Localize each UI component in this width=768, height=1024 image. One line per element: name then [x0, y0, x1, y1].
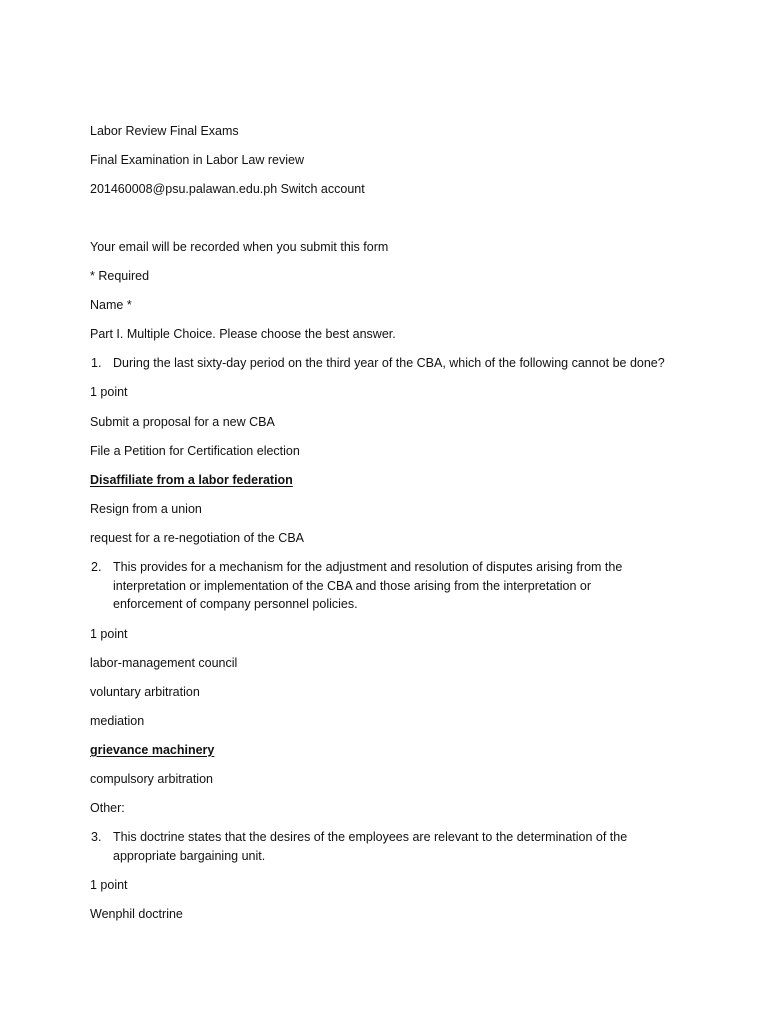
part-heading: Part I. Multiple Choice. Please choose the best answer.: [90, 327, 396, 342]
answer-option: request for a re-negotiation of the CBA: [90, 530, 305, 545]
answer-option: grievance machinery: [90, 742, 215, 757]
name-field-label: Name *: [90, 298, 132, 313]
document-title: Labor Review Final Exams: [90, 123, 239, 138]
form-subtitle: Final Examination in Labor Law review: [90, 152, 304, 167]
answer-option: voluntary arbitration: [90, 684, 200, 699]
question-points: 1 point: [90, 385, 128, 400]
answer-option: Resign from a union: [90, 501, 202, 516]
answer-option: Submit a proposal for a new CBA: [90, 414, 275, 429]
answer-option: Disaffiliate from a labor federation: [90, 472, 293, 487]
document-body: [90, 122, 710, 935]
answer-option: compulsory arbitration: [90, 772, 213, 786]
question-3: [90, 828, 710, 865]
answer-option: Wenphil doctrine: [90, 907, 183, 922]
question-points: 1 point: [90, 626, 128, 641]
email-notice: Your email will be recorded when you submit this form: [90, 240, 389, 254]
question-text-line: interpretation or implementation of the CBA and those arising from the interpretation or: [113, 578, 592, 593]
required-note: * Required: [90, 269, 150, 284]
paragraph-spacer: [90, 209, 710, 228]
question-text-line: This doctrine states that the desires of the employees are relevant to the determination of the: [113, 830, 628, 845]
answer-option: labor-management council: [90, 655, 238, 670]
answer-option: File a Petition for Certification election: [90, 443, 300, 458]
question-points: 1 point: [90, 877, 128, 892]
account-line: 201460008@psu.palawan.edu.ph Switch account: [90, 181, 365, 196]
question-2: [90, 558, 710, 614]
answer-option-other: Other:: [90, 801, 125, 816]
question-text: [113, 828, 627, 865]
answer-option: mediation: [90, 713, 145, 728]
question-text-line: enforcement of company personnel policies.: [113, 597, 358, 612]
question-number: 3.: [91, 830, 102, 845]
question-text-line: During the last sixty-day period on the third year of the CBA, which of the following cannot be done?: [113, 356, 665, 371]
question-number: 2.: [91, 560, 102, 575]
question-text-line: appropriate bargaining unit.: [113, 848, 266, 863]
question-text-line: This provides for a mechanism for the adjustment and resolution of disputes arising from the: [113, 560, 623, 575]
question-text: [113, 354, 665, 373]
question-1: [90, 354, 710, 373]
question-number: 1.: [91, 356, 102, 371]
question-text: [113, 558, 622, 614]
